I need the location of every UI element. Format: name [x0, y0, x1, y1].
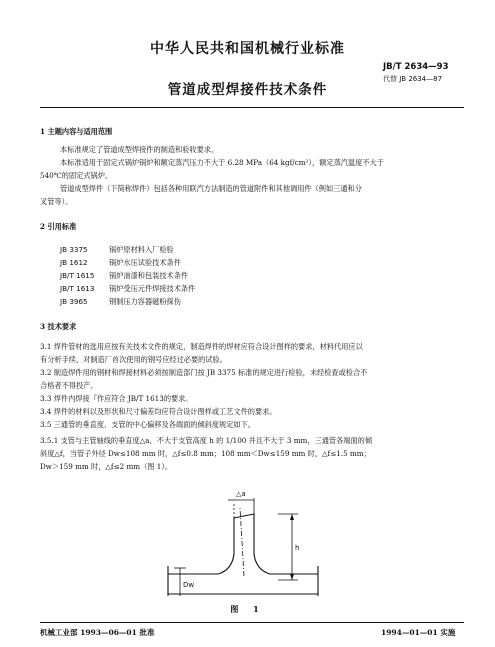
clause-3-3: 3.3 焊件内焊接『作应符合 JB/T 1613的要求。	[40, 394, 193, 403]
ref-name: 锅炉水压试验技术条件	[109, 258, 181, 267]
issued-date: 机械工业部 1993—06—01 批准	[40, 628, 155, 637]
ref-code: JB/T 1613	[60, 284, 95, 293]
section-1-p3-line2: 叉管等）。	[40, 197, 73, 206]
effective-date: 1994—01—01 实施	[381, 628, 456, 637]
footer-rule	[40, 622, 464, 623]
clause-3-5-1-line1: 3.5.1 支管与主管轴线的垂直度△a，不大于支管高度 h 的 1/100 并且不大于 3 mm，三通管各端面的倾	[40, 436, 373, 445]
section-2-heading: 2 引用标准	[40, 222, 77, 231]
figure-label-dw: Dw	[183, 581, 195, 589]
section-1-heading: 1 主题内容与适用范围	[40, 127, 113, 136]
ref-code: JB/T 1615	[60, 271, 95, 280]
ref-name: 锅炉受压元件焊接技术条件	[109, 284, 196, 293]
ref-name: 锅炉油漆和包装技术条件	[109, 271, 189, 280]
ref-code: JB 1612	[60, 258, 88, 267]
ref-name: 钢制压力容器磁粉探伤	[109, 297, 181, 306]
ref-code: JB 3965	[60, 297, 88, 306]
section-1-p3-line1: 管道成型焊件（下简称焊件）包括各种用联汽方法制造的管道附件和其他调用件（例如三通和分	[60, 184, 362, 193]
section-1-p1: 本标准规定了管道成型焊接件的制造和验收要求。	[60, 145, 219, 154]
section-3-heading: 3 技术要求	[40, 322, 77, 331]
standard-code: JB/T 2634—93	[383, 62, 449, 72]
ref-code: JB 3375	[60, 245, 88, 254]
clause-3-5-1-line2: 斜度△f，当管子外径 Dw≤108 mm 时，△f≤0.8 mm；108 mm＜Dw≤159 mm 时，△f≤1.5 mm；	[40, 449, 371, 458]
figure-label-delta-a: △a	[236, 490, 246, 498]
header-rule	[40, 107, 464, 108]
clause-3-2-line1: 3.2 制造焊件用的钢材和焊接材料必须按制造部门按 JB 3375 标准的规定进行检验，未经检查或检合不	[40, 368, 368, 377]
standard-title: 中华人民共和国机械行业标准	[150, 41, 345, 57]
ref-name: 锅炉原材料入厂检验	[109, 245, 174, 254]
clause-3-1-line2: 有分析手续，对制造厂首次使用的钢号应经过必要的试验。	[40, 355, 227, 364]
section-1-p2-line1: 本标准适用于固定式锅炉锅炉和额定蒸汽压力不大于 6.28 MPa（64 kgf/cm²），额定蒸汽温度不大于	[60, 158, 384, 167]
figure-1-tee-drawing	[160, 484, 335, 602]
document-title: 管道成型焊接件技术条件	[167, 82, 328, 98]
figure-label-h: h	[295, 544, 300, 552]
figure-caption: 图 1	[230, 604, 265, 614]
replaces-code: 代替 JB 2634—87	[383, 75, 443, 83]
clause-3-1-line1: 3.1 焊件管材的选用应按有关技术文件的规定，制造焊件的焊材应符合设计图样的要求，材料代用应以	[40, 342, 363, 351]
clause-3-4: 3.4 焊件的材料以及形状和尺寸偏差均应符合设计图样或工艺文件的要求。	[40, 407, 277, 416]
clause-3-5-1-line3: Dw＞159 mm 时，△f≤2 mm（图 1）。	[40, 462, 173, 471]
section-1-p2-line2: 540℃的固定式锅炉。	[40, 171, 113, 180]
clause-3-5: 3.5 三通管的垂直度、支管的中心偏移及各端面的倾斜度规定如下。	[40, 420, 255, 429]
clause-3-2-line2: 合格者不得投产。	[40, 381, 98, 390]
